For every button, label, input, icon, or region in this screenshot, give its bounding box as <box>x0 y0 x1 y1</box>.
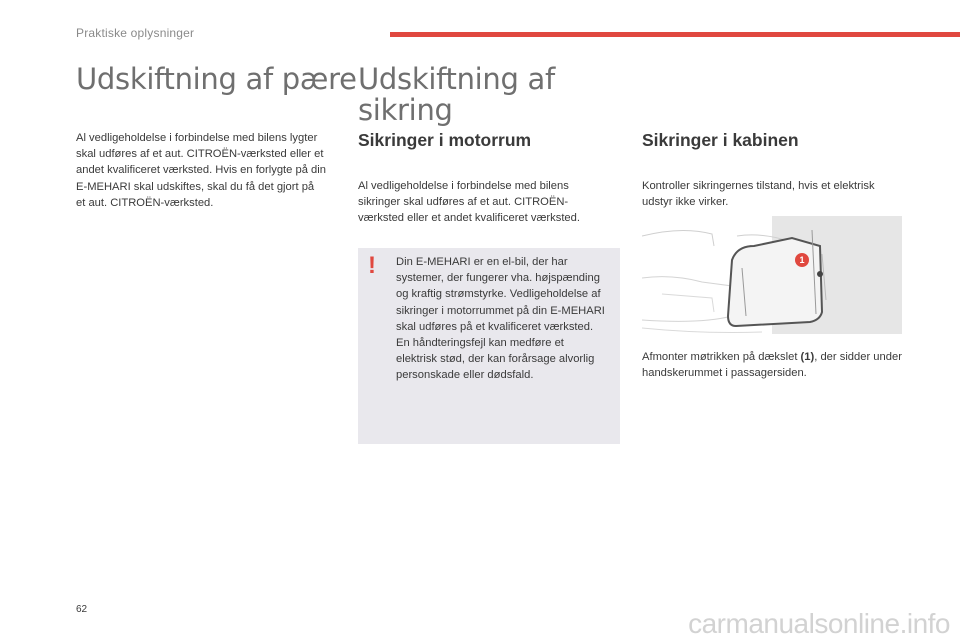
warning-text: Din E-MEHARI er en el-bil, der har systemer, der fungerer vha. højspænding og kraftig strømstyrke. Vedligeholdelse af sikringer i motorrummet på din E-MEHARI skal udføres på et kvalificeret værksted. En håndteringsfejl kan medføre et elektrisk stød, der kan forårsage alvorlig personskade eller dødsfald. <box>396 256 605 382</box>
cabin-fuses-instruction <box>642 349 904 381</box>
instruction-reference: (1) <box>800 351 815 363</box>
glovebox-cover-illustration <box>642 216 904 334</box>
header-accent-bar <box>390 32 960 37</box>
title-fuse-replacement: Udskiftning af sikring <box>358 62 555 127</box>
subtitle-cabin-fuses: Sikringer i kabinen <box>642 130 799 150</box>
instruction-text-end: , der sidder under handskerummet i passagersiden. <box>642 351 902 380</box>
warning-icon: ! <box>368 252 376 279</box>
title-bulb-replacement: Udskiftning af pære <box>76 62 357 96</box>
watermark-link[interactable]: carmanualsonline.info <box>688 608 950 639</box>
page-number: 62 <box>76 604 88 615</box>
bulb-replacement-text: Al vedligeholdelse i forbindelse med bilens lygter skal udføres af et aut. CITROËN-værksted eller et andet kvalificeret værksted. Hvis en forlygte på din E-MEHARI skal udskiftes, skal du få det gjort på et aut. CITROËN-værksted. <box>76 132 326 209</box>
instruction-text-start: Afmonter møtrikken på dækslet <box>642 351 801 363</box>
cabin-fuses-text: Kontroller sikringernes tilstand, hvis et elektrisk udstyr ikke virker. <box>642 180 875 209</box>
callout-marker-1: 1 <box>795 253 809 267</box>
section-label: Praktiske oplysninger <box>76 26 195 40</box>
subtitle-engine-fuses: Sikringer i motorrum <box>358 130 532 150</box>
engine-fuses-text: Al vedligeholdelse i forbindelse med bilens sikringer skal udføres af et aut. CITROËN-værksted eller et andet kvalificeret værksted. <box>358 180 580 225</box>
